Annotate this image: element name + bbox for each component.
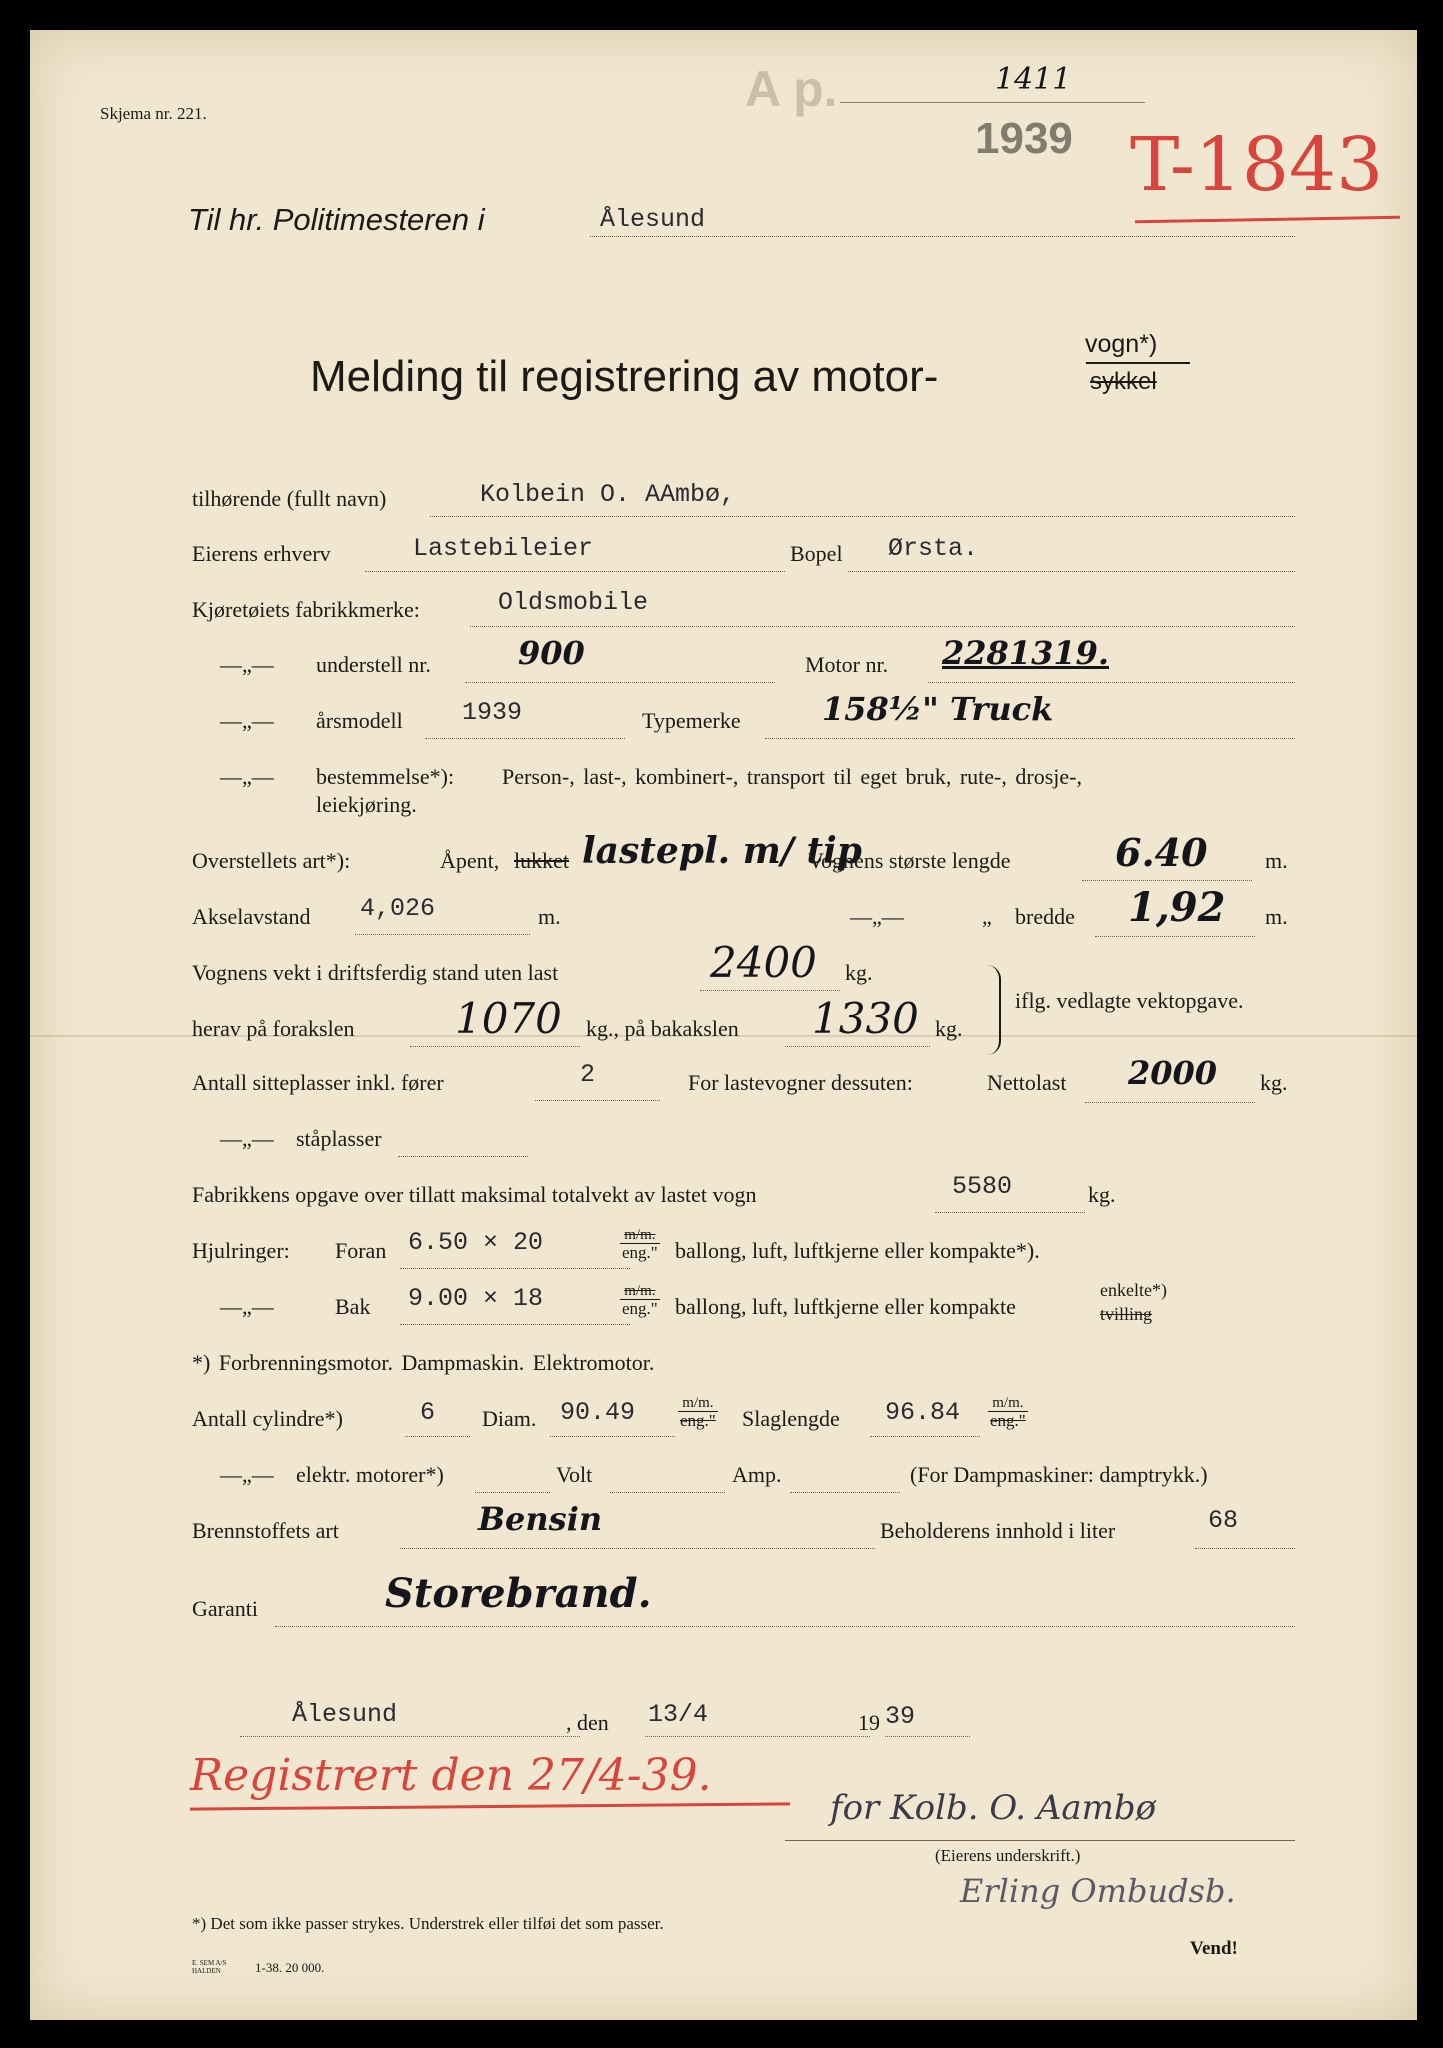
stroke-value: 96.84 (885, 1398, 961, 1427)
purpose-options: Person-, last-, kombinert-, transport til eget bruk, rute-, drosje-, (502, 764, 1082, 789)
fuel-value: Bensin (478, 1500, 603, 1538)
purpose-label: bestemmelse*): (316, 764, 455, 789)
width-line (1095, 936, 1255, 937)
maxweight-unit: kg. (1088, 1182, 1116, 1207)
occupation-value: Lastebileier (413, 534, 594, 563)
place-value: Ålesund (292, 1700, 398, 1729)
stroke-line (870, 1436, 980, 1437)
year-line (885, 1736, 970, 1737)
ditto-mark: —„— (220, 708, 274, 733)
rear-axle-unit: kg. (935, 1016, 963, 1041)
ditto-mark: —„— (220, 1462, 274, 1487)
owner-name-line (430, 516, 1295, 517)
cylinders-line (405, 1436, 470, 1437)
guarantee-line (275, 1626, 1295, 1627)
width-label: bredde (1015, 904, 1075, 929)
amp-line (790, 1492, 900, 1493)
ditto-mark: —„— (220, 1126, 274, 1151)
length-label: Vognens største lengde (808, 848, 1011, 873)
recipient-line (590, 236, 1295, 237)
wheels-front-line (400, 1268, 630, 1269)
ditto-mark: —„— (220, 652, 274, 677)
seats-value: 2 (580, 1060, 596, 1089)
axle-label: Akselavstand (192, 904, 311, 929)
diameter-unit: m/m. eng." (680, 1395, 716, 1430)
weight-brace (985, 965, 1001, 1055)
ditto-mark: —„— (220, 1294, 274, 1319)
seats-label: Antall sitteplasser inkl. fører (192, 1070, 444, 1095)
ditto-mark: —„— (220, 764, 274, 789)
netload-line (1085, 1102, 1255, 1103)
chassis-line (465, 682, 775, 683)
wheels-front-types: ballong, luft, luftkjerne eller kompakte*). (675, 1238, 1040, 1263)
width-quote: „ (982, 904, 992, 929)
wheels-rear-unit: m/m. eng." (622, 1283, 658, 1318)
weight-value: 2400 (710, 938, 817, 987)
registered-note: Registrert den 27/4-39. (190, 1750, 712, 1801)
second-signature: Erling Ombudsb. (960, 1872, 1236, 1910)
recipient-city: Ålesund (600, 205, 706, 234)
body-closed: lukket (514, 848, 569, 873)
stroke-label: Slaglengde (742, 1406, 840, 1431)
type-label: Typemerke (642, 708, 741, 733)
wheels-rear-value: 9.00 × 18 (408, 1284, 544, 1313)
residence-label: Bopel (790, 541, 843, 566)
diameter-label: Diam. (482, 1406, 537, 1431)
form-page (30, 30, 1417, 2020)
wheels-rear-twin: tvilling (1100, 1304, 1153, 1324)
footnote: *) Det som ikke passer strykes. Understrek eller tilføi det som passer. (192, 1914, 664, 1933)
body-written: lastepl. m/ tip (582, 830, 862, 872)
title-option-sykkel: sykkel (1090, 368, 1157, 395)
guarantee-value: Storebrand. (385, 1570, 652, 1617)
type-value: 158½" Truck (822, 690, 1054, 728)
width-unit: m. (1265, 904, 1288, 929)
cylinders-label: Antall cylindre*) (192, 1406, 343, 1431)
title-option-vogn: vogn*) (1085, 330, 1158, 358)
make-value: Oldsmobile (498, 588, 649, 617)
recipient-label: Til hr. Politimesteren i (188, 202, 485, 237)
stamp-line (840, 102, 1145, 103)
owner-signature: for Kolb. O. Aambø (830, 1788, 1157, 1828)
make-label: Kjøretøiets fabrikkmerke: (192, 597, 420, 622)
tank-value: 68 (1208, 1506, 1239, 1535)
signature-label: (Eierens underskrift.) (935, 1846, 1081, 1865)
netload-label: Nettolast (987, 1070, 1067, 1095)
tank-label: Beholderens innhold i liter (880, 1518, 1116, 1543)
length-line (1082, 880, 1252, 881)
type-line (765, 738, 1295, 739)
turn-over-label: Vend! (1190, 1938, 1238, 1959)
year-line (425, 738, 625, 739)
signature-line (785, 1840, 1295, 1841)
fuel-line (400, 1548, 875, 1549)
chassis-label: understell nr. (316, 652, 431, 677)
chassis-value: 900 (518, 634, 585, 672)
rear-axle-label: kg., på bakakslen (586, 1016, 739, 1041)
netload-unit: kg. (1260, 1070, 1288, 1095)
make-line (470, 626, 1295, 627)
elec-motors-label: elektr. motorer*) (296, 1462, 444, 1487)
wheels-rear-single: enkelte*) (1100, 1280, 1167, 1300)
length-value: 6.40 (1115, 830, 1208, 875)
body-label: Overstellets art*): (192, 848, 351, 873)
front-axle-value: 1070 (455, 994, 562, 1043)
year-suffix: 39 (885, 1702, 916, 1731)
diameter-line (550, 1436, 675, 1437)
stamp-label: A p. (745, 61, 838, 117)
ditto-mark: —„— (850, 904, 904, 929)
reference-underline (1135, 216, 1400, 224)
body-open: Åpent, (440, 848, 500, 873)
residence-value: Ørsta. (888, 534, 979, 563)
wheels-rear-types: ballong, luft, luftkjerne eller kompakte (675, 1294, 1016, 1319)
cylinders-value: 6 (420, 1398, 436, 1427)
volt-label: Volt (556, 1462, 593, 1487)
wheels-label: Hjulringer: (192, 1238, 290, 1263)
amp-label: Amp. (732, 1462, 782, 1487)
motor-label: Motor nr. (805, 652, 889, 677)
date-line (645, 1736, 870, 1737)
weight-line (700, 990, 840, 991)
owner-name-label: tilhørende (fullt navn) (192, 486, 387, 511)
rear-axle-line (785, 1046, 930, 1047)
axle-unit: m. (538, 904, 561, 929)
stamp-number: 1411 (995, 62, 1072, 97)
wheels-rear-label: Bak (335, 1294, 371, 1319)
purpose-options-cont: leiekjøring. (316, 792, 417, 817)
motor-line (928, 682, 1295, 683)
year-label: årsmodell (316, 708, 403, 733)
diameter-value: 90.49 (560, 1398, 636, 1427)
maxweight-value: 5580 (952, 1172, 1013, 1201)
volt-line (610, 1492, 725, 1493)
residence-line (848, 571, 1295, 572)
width-value: 1,92 (1128, 884, 1226, 931)
reference-number: T-1843 (1130, 122, 1384, 208)
tank-line (1195, 1548, 1295, 1549)
fuel-label: Brennstoffets art (192, 1518, 339, 1543)
registered-underline (190, 1802, 790, 1810)
engine-types: *) Forbrenningsmotor. Dampmaskin. Elektromotor. (192, 1350, 655, 1375)
front-axle-label: herav på forakslen (192, 1016, 355, 1041)
weight-note: iflg. vedlagte vektopgave. (1015, 988, 1244, 1013)
wheels-front-unit: m/m. eng." (622, 1227, 658, 1262)
print-info: 1-38. 20 000. (255, 1960, 325, 1975)
maxweight-label: Fabrikkens opgave over tillatt maksimal totalvekt av lastet vogn (192, 1182, 757, 1207)
guarantee-label: Garanti (192, 1596, 258, 1621)
motor-value: 2281319. (942, 634, 1109, 672)
rear-axle-value: 1330 (812, 994, 919, 1043)
place-line (240, 1736, 580, 1737)
standing-label: ståplasser (296, 1126, 382, 1151)
date-value: 13/4 (648, 1700, 709, 1729)
wheels-front-value: 6.50 × 20 (408, 1228, 544, 1257)
wheels-front-label: Foran (335, 1238, 387, 1263)
axle-value: 4,026 (360, 894, 436, 923)
maxweight-line (935, 1212, 1085, 1213)
printer-name: E. SEM A/S HALDEN (192, 1959, 227, 1975)
year-value: 1939 (462, 698, 523, 727)
owner-name: Kolbein O. AAmbø, (480, 480, 736, 509)
length-unit: m. (1265, 848, 1288, 873)
weight-unit: kg. (845, 960, 873, 985)
schema-number: Skjema nr. 221. (100, 104, 207, 123)
weight-label: Vognens vekt i driftsferdig stand uten last (192, 960, 559, 985)
wheels-rear-line (400, 1324, 630, 1325)
year-prefix: 19 (858, 1710, 880, 1735)
front-axle-line (410, 1046, 580, 1047)
occupation-line (365, 571, 785, 572)
stamp-year: 1939 (975, 114, 1073, 163)
seats-line (535, 1100, 660, 1101)
occupation-label: Eierens erhverv (192, 541, 331, 566)
date-label: , den (566, 1710, 609, 1735)
standing-line (398, 1156, 528, 1157)
axle-line (355, 934, 530, 935)
form-title: Melding til registrering av motor- (310, 352, 939, 401)
cargo-label: For lastevogner dessuten: (688, 1070, 913, 1095)
elec-motors-line (475, 1492, 550, 1493)
steam-label: (For Dampmaskiner: damptrykk.) (910, 1462, 1208, 1487)
netload-value: 2000 (1128, 1054, 1218, 1092)
title-fraction-bar (1086, 362, 1190, 364)
stroke-unit: m/m. eng." (990, 1395, 1026, 1430)
